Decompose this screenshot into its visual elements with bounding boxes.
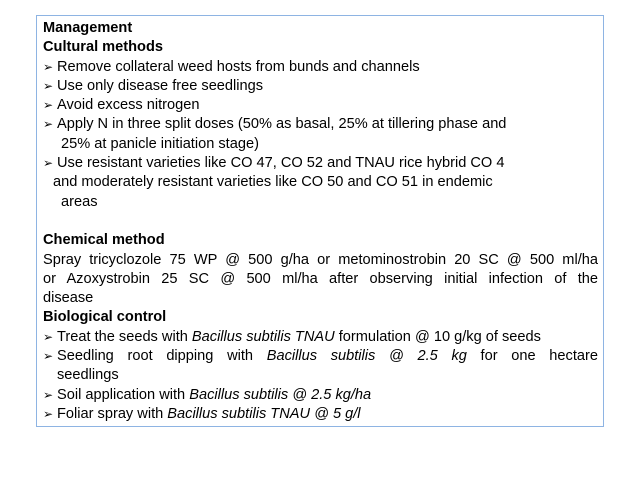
list-item-continuation: seedlings	[57, 367, 119, 384]
list-item: ➢ Soil application with Bacillus subtilis @ 2.5 kg/ha	[43, 386, 598, 405]
heading-cultural-methods: Cultural methods	[43, 39, 163, 56]
arrow-bullet-icon: ➢	[43, 349, 54, 364]
list-item: ➢ Remove collateral weed hosts from bunds and channels	[43, 58, 598, 77]
arrow-bullet-icon: ➢	[43, 406, 54, 421]
arrow-bullet-icon: ➢	[43, 59, 54, 74]
list-item-continuation: and moderately resistant varieties like CO 50 and CO 51 in endemic	[53, 174, 493, 191]
arrow-bullet-icon: ➢	[43, 98, 54, 113]
paragraph-line: disease	[43, 290, 94, 307]
spacer	[43, 212, 598, 231]
list-item: ➢ Apply N in three split doses (50% as basal, 25% at tillering phase and	[43, 115, 598, 134]
heading-biological-control: Biological control	[43, 309, 167, 326]
list-item: ➢ Use only disease free seedlings	[43, 77, 598, 96]
list-item: ➢ Use resistant varieties like CO 47, CO 52 and TNAU rice hybrid CO 4	[43, 154, 598, 173]
paragraph-line: or Azoxystrobin 25 SC @ 500 ml/ha after observing initial infection of the	[43, 270, 598, 287]
paragraph-line: Spray tricyclozole 75 WP @ 500 g/ha or metominostrobin 20 SC @ 500 ml/ha	[43, 251, 598, 268]
list-item: ➢ Avoid excess nitrogen	[43, 96, 598, 115]
arrow-bullet-icon: ➢	[43, 78, 54, 93]
content-box	[36, 15, 604, 427]
list-item: ➢ Seedling root dipping with Bacillus subtilis @ 2.5 kg for one hectare	[43, 347, 598, 366]
arrow-bullet-icon: ➢	[43, 329, 54, 344]
list-item-continuation: areas	[61, 193, 98, 210]
heading-management: Management	[43, 20, 133, 36]
list-item-continuation: 25% at panicle initiation stage)	[61, 135, 259, 152]
arrow-bullet-icon: ➢	[43, 117, 54, 132]
list-item: ➢ Foliar spray with Bacillus subtilis TNAU @ 5 g/l	[43, 405, 598, 424]
heading-chemical-method: Chemical method	[43, 232, 165, 249]
arrow-bullet-icon: ➢	[43, 387, 54, 402]
arrow-bullet-icon: ➢	[43, 156, 54, 171]
list-item: ➢ Treat the seeds with Bacillus subtilis TNAU formulation @ 10 g/kg of seeds	[43, 328, 598, 347]
